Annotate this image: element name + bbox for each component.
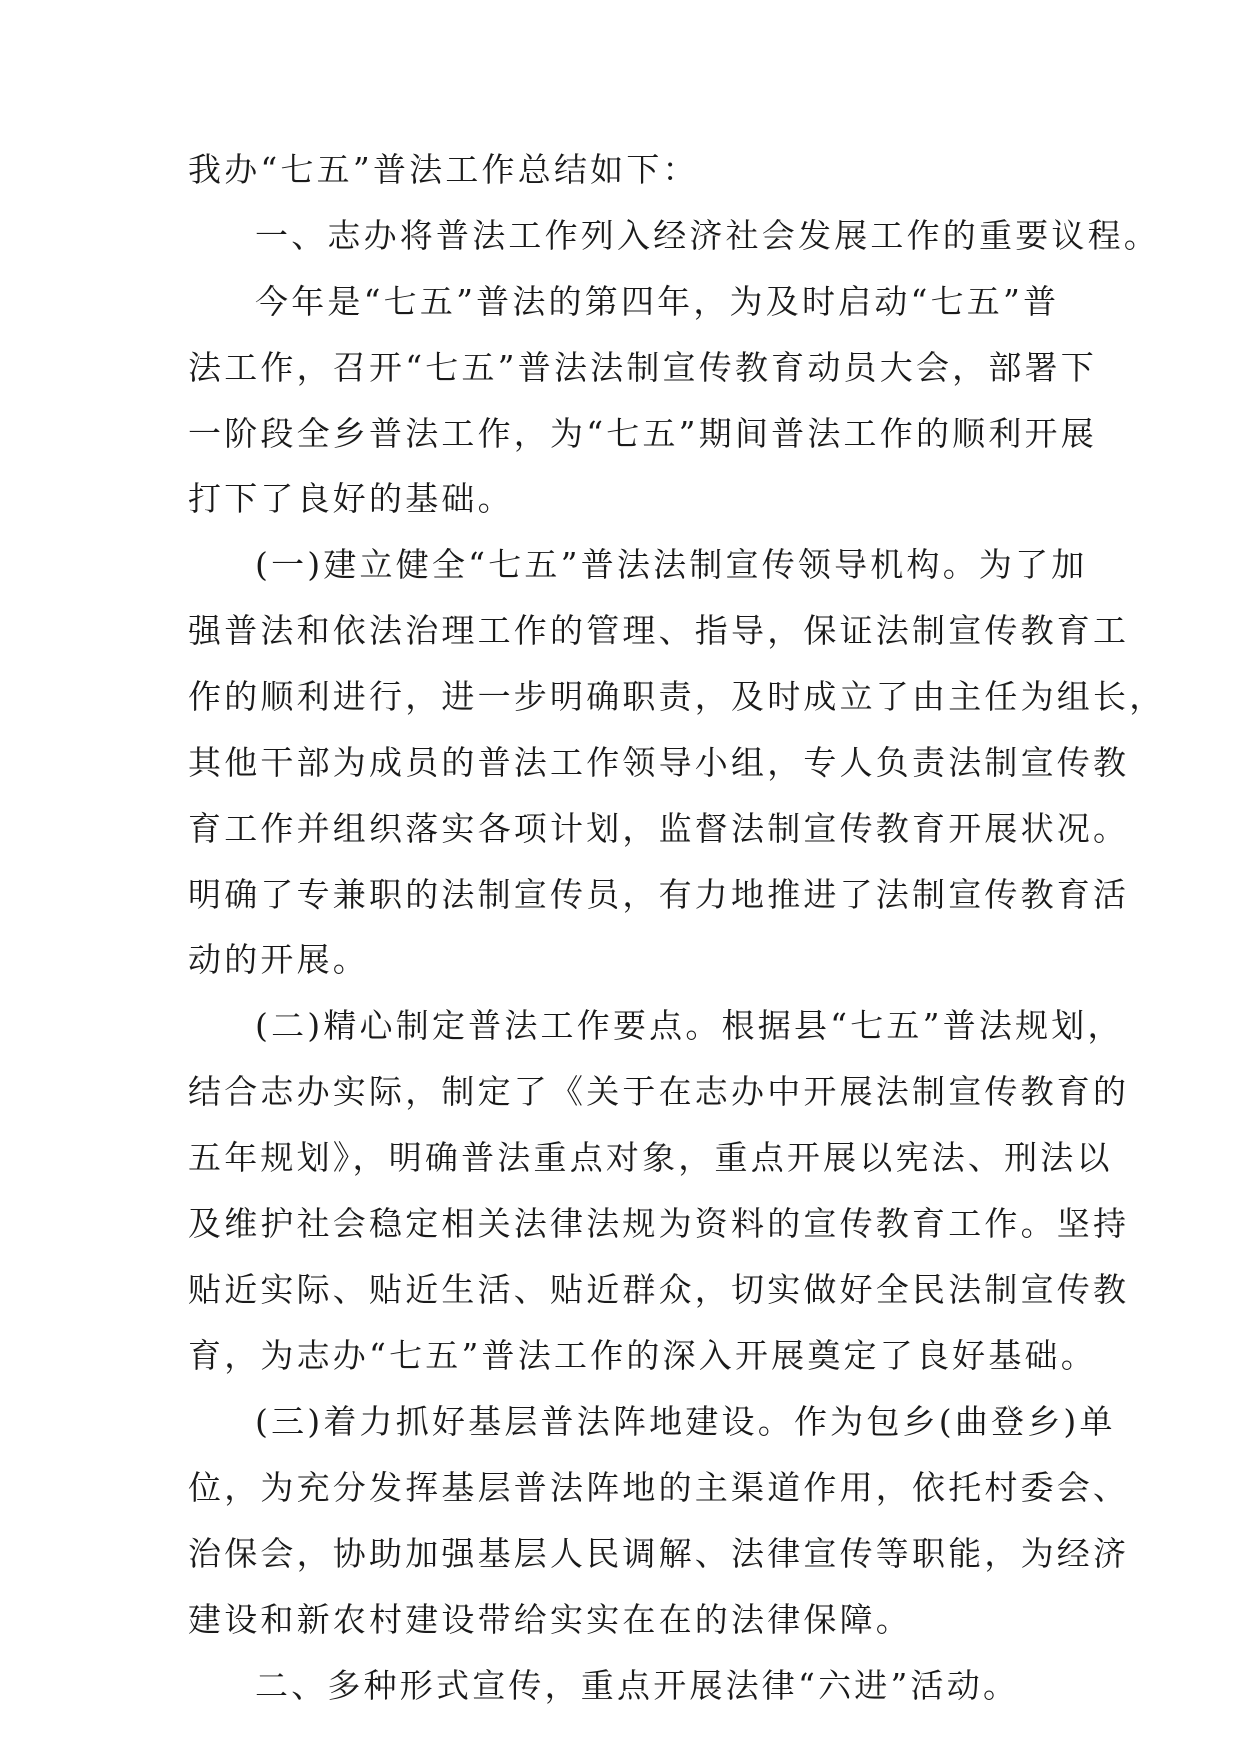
text-line: 位，为充分发挥基层普法阵地的主渠道作用，依托村委会、 xyxy=(188,1468,1130,1507)
text-line: 明确了专兼职的法制宣传员，有力地推进了法制宣传教育活 xyxy=(188,875,1130,914)
text-line: 作的顺利进行，进一步明确职责，及时成立了由主任为组长， xyxy=(188,677,1166,716)
text-line: 打下了良好的基础。 xyxy=(188,479,514,518)
section-heading: 一、志办将普法工作列入经济社会发展工作的重要议程。 xyxy=(255,216,1160,255)
text-line: 治保会，协助加强基层人民调解、法律宣传等职能，为经济 xyxy=(188,1534,1130,1573)
subsection-line: (三)着力抓好基层普法阵地建设。作为包乡(曲登乡)单 xyxy=(255,1402,1116,1441)
text-line: 法工作，召开“七五”普法法制宣传教育动员大会，部署下 xyxy=(188,348,1097,387)
section-heading: 二、多种形式宣传，重点开展法律“六进”活动。 xyxy=(255,1666,1020,1705)
text-line: 动的开展。 xyxy=(188,940,369,979)
text-line: 我办“七五”普法工作总结如下： xyxy=(188,150,699,189)
text-line: 育工作并组织落实各项计划，监督法制宣传教育开展状况。 xyxy=(188,809,1130,848)
text-line: 建设和新农村建设带给实实在在的法律保障。 xyxy=(188,1600,912,1639)
text-line: 今年是“七五”普法的第四年，为及时启动“七五”普 xyxy=(255,282,1060,321)
text-line: 强普法和依法治理工作的管理、指导，保证法制宣传教育工 xyxy=(188,611,1130,650)
text-line: 一阶段全乡普法工作，为“七五”期间普法工作的顺利开展 xyxy=(188,414,1097,453)
text-line: 贴近实际、贴近生活、贴近群众，切实做好全民法制宣传教 xyxy=(188,1270,1130,1309)
text-line: 结合志办实际，制定了《关于在志办中开展法制宣传教育的 xyxy=(188,1072,1130,1111)
text-line: 及维护社会稳定相关法律法规为资料的宣传教育工作。坚持 xyxy=(188,1204,1130,1243)
text-line: 育，为志办“七五”普法工作的深入开展奠定了良好基础。 xyxy=(188,1336,1097,1375)
text-line: 五年规划》，明确普法重点对象，重点开展以宪法、刑法以 xyxy=(188,1138,1113,1177)
text-line: 其他干部为成员的普法工作领导小组，专人负责法制宣传教 xyxy=(188,743,1130,782)
subsection-line: (一)建立健全“七五”普法法制宣传领导机构。为了加 xyxy=(255,545,1088,584)
subsection-line: (二)精心制定普法工作要点。根据县“七五”普法规划， xyxy=(255,1006,1124,1045)
